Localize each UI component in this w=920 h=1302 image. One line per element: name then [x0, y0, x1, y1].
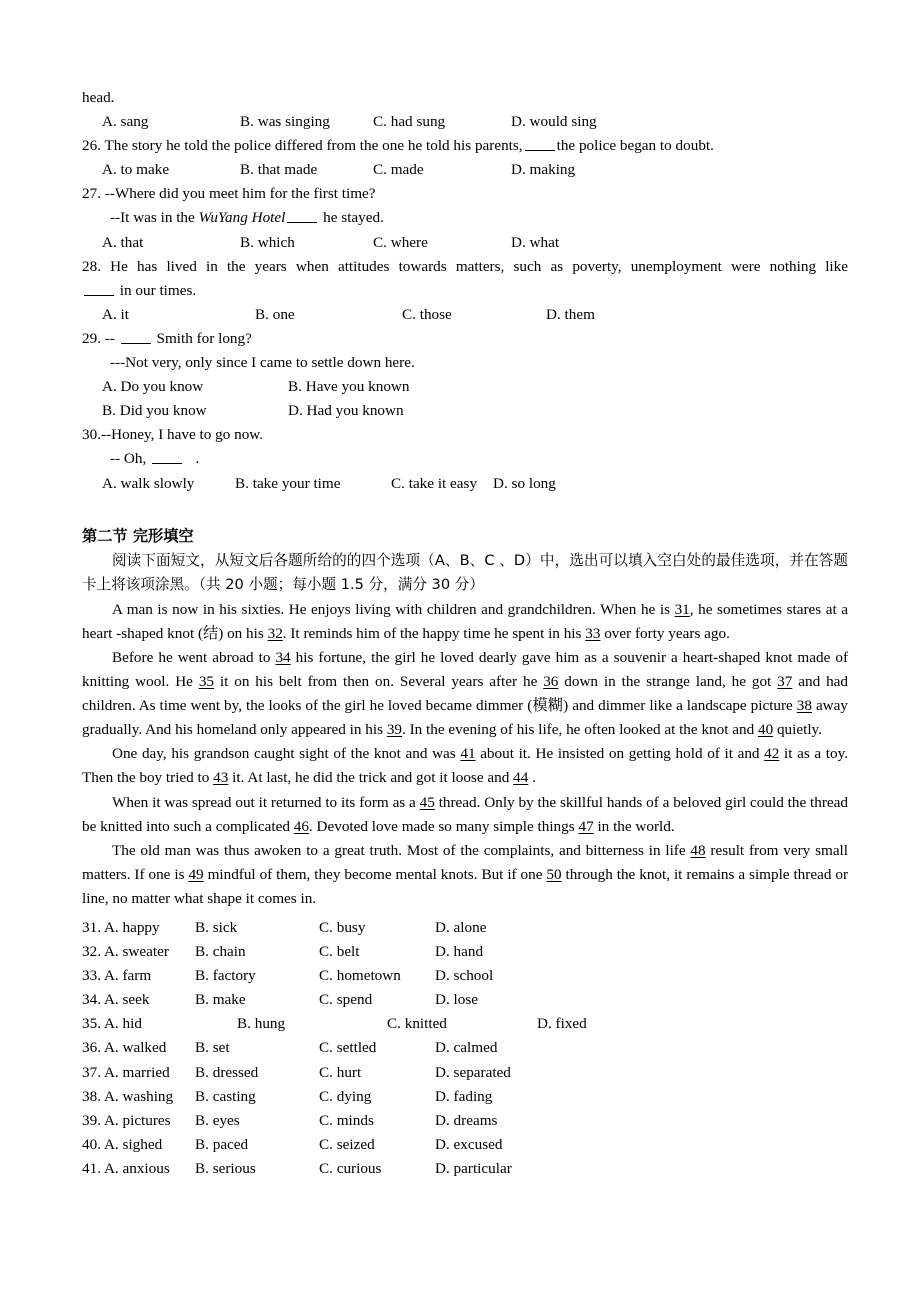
- option-c[interactable]: C. those: [402, 305, 452, 323]
- blank-number: 42: [764, 745, 780, 763]
- passage-paragraph: A man is now in his sixties. He enjoys living with children and grandchildren. When he is 31, he sometimes stares at a heart -shaped knot (结) on his 32. It reminds him of the happy time he spent in his 33 over forty years ago.: [82, 600, 848, 642]
- option-d[interactable]: D. fixed: [537, 1015, 587, 1033]
- section-heading: 第二节 完形填空: [82, 526, 194, 545]
- q27-before: --It was in the: [110, 209, 195, 227]
- blank-number: 39: [386, 721, 402, 739]
- blank-number: 43: [213, 769, 229, 787]
- option-b[interactable]: B. one: [255, 305, 295, 323]
- option-b[interactable]: B. factory: [195, 967, 256, 985]
- blank-number: 36: [543, 673, 559, 691]
- continued-text: head.: [82, 89, 115, 106]
- option-c[interactable]: C. curious: [319, 1159, 382, 1177]
- passage-paragraph: When it was spread out it returned to its form as a 45 thread. Only by the skillful hands of a beloved girl could the thread be knitted into such a complicated 46. Devoted love made so many simple things 47 in the world.: [82, 793, 848, 835]
- passage-paragraph: Before he went abroad to 34 his fortune, the girl he loved dearly gave him as a souvenir a heart-shaped knot made of knitting wool. He 35 it on his belt from then on. Several years after he 36 down in the strange land, he got 37 and had children. As time went by, the looks of the girl he loved became dimmer (模糊) and dimmer like a landscape picture 38 away gradually. And his homeland only appeared in his 39. In the evening of his life, he often looked at the knot and 40 quietly.: [82, 648, 849, 739]
- hotel-name-italic: WuYang Hotel: [198, 209, 286, 227]
- option-a[interactable]: 32. A. sweater: [82, 943, 169, 961]
- blank-number: 46: [293, 817, 309, 835]
- option-b[interactable]: B. take your time: [235, 474, 341, 492]
- option-b[interactable]: B. casting: [195, 1087, 256, 1105]
- table-row: [82, 964, 848, 988]
- q28-stem-line2: [82, 279, 848, 303]
- option-c[interactable]: C. made: [373, 161, 424, 179]
- cloze-passage: [82, 598, 848, 911]
- option-a[interactable]: 39. A. pictures: [82, 1111, 171, 1129]
- question-27-options-row: [82, 231, 848, 255]
- q28-stem-line1: 28. He has lived in the years when attitudes towards matters, such as poverty, unemployment were nothing like: [82, 257, 848, 275]
- option-c[interactable]: C. minds: [319, 1111, 374, 1129]
- option-b[interactable]: B. make: [195, 991, 246, 1009]
- option-c[interactable]: C. knitted: [387, 1015, 447, 1033]
- table-row: [82, 1133, 848, 1157]
- option-b[interactable]: B. Have you known: [288, 378, 410, 396]
- blank-number: 32: [267, 624, 283, 642]
- blank-underline: [287, 222, 317, 223]
- question-29-line1: [82, 327, 848, 351]
- question-29-options-row-2: [82, 399, 848, 423]
- question-28-stem: [82, 255, 848, 303]
- blank-number: 31: [674, 600, 690, 618]
- table-row: [82, 1085, 848, 1109]
- question-27-line2: [82, 206, 848, 230]
- option-c[interactable]: C. where: [373, 233, 428, 251]
- question-25-options-row: [82, 110, 848, 134]
- question-30-line1: 30.--Honey, I have to go now.: [82, 426, 264, 444]
- option-d[interactable]: D. hand: [435, 943, 484, 961]
- option-c[interactable]: C. hometown: [319, 967, 401, 985]
- table-row: [82, 1109, 848, 1133]
- option-d[interactable]: D. separated: [435, 1063, 511, 1081]
- table-row: [82, 1036, 848, 1060]
- blank-number: 40: [757, 721, 774, 739]
- blank-number: 50: [546, 865, 562, 883]
- option-c[interactable]: C. take it easy: [391, 474, 478, 492]
- blank-number: 48: [690, 841, 706, 859]
- option-d[interactable]: D. what: [511, 233, 560, 251]
- option-d[interactable]: D. school: [435, 967, 494, 985]
- option-c[interactable]: C. settled: [319, 1039, 377, 1057]
- option-a[interactable]: 31. A. happy: [82, 919, 160, 936]
- option-a[interactable]: A. it: [102, 305, 130, 323]
- q30-after: .: [195, 450, 200, 468]
- option-a[interactable]: 38. A. washing: [82, 1087, 174, 1105]
- option-d[interactable]: D. would sing: [511, 113, 597, 131]
- option-c[interactable]: C. belt: [319, 943, 360, 961]
- option-d[interactable]: D. so long: [493, 474, 556, 492]
- option-c[interactable]: C. seized: [319, 1135, 375, 1153]
- option-a[interactable]: 37. A. married: [82, 1063, 170, 1081]
- table-row: [82, 988, 848, 1012]
- blank-number: 41: [460, 745, 476, 763]
- option-b[interactable]: B. paced: [195, 1135, 249, 1153]
- cloze-options-table: [82, 916, 848, 1181]
- question-30-line2: [82, 447, 848, 471]
- q29-after: Smith for long?: [156, 329, 252, 347]
- passage-paragraph: One day, his grandson caught sight of the knot and was 41 about it. He insisted on getting hold of it and 42 it as a toy. Then the boy tried to 43 it. At last, he did the trick and got it loose and 44 .: [82, 745, 849, 787]
- option-b-dup[interactable]: B. Did you know: [102, 402, 207, 420]
- question-28-options-row: [82, 303, 848, 327]
- blank-number: 38: [796, 697, 812, 715]
- option-a[interactable]: 41. A. anxious: [82, 1159, 170, 1177]
- option-a[interactable]: 35. A. hid: [82, 1015, 142, 1033]
- blank-number: 49: [188, 865, 204, 883]
- blank-number: 44: [513, 769, 529, 787]
- option-d[interactable]: D. lose: [435, 991, 479, 1009]
- option-a[interactable]: A. Do you know: [102, 378, 204, 396]
- q26-stem-before: 26. The story he told the police differed from the one he told his parents,: [82, 137, 523, 155]
- table-row: [82, 1157, 848, 1181]
- blank-number: 34: [275, 648, 291, 666]
- question-30-options-row: [82, 472, 848, 496]
- option-b[interactable]: B. chain: [195, 943, 246, 961]
- blank-number: 35: [198, 673, 214, 691]
- option-b[interactable]: B. serious: [195, 1159, 256, 1177]
- blank-number: 47: [578, 817, 594, 835]
- blank-number: 45: [419, 793, 435, 811]
- option-c[interactable]: C. hurt: [319, 1063, 362, 1081]
- option-a[interactable]: 33. A. farm: [82, 967, 152, 985]
- option-d[interactable]: D. fading: [435, 1087, 493, 1105]
- question-26-stem: [82, 134, 848, 158]
- table-row: [82, 1061, 848, 1085]
- q26-stem-after: the police began to doubt.: [556, 137, 714, 155]
- table-row: [82, 916, 848, 940]
- q29-before: 29. --: [82, 329, 115, 347]
- option-d[interactable]: D. Had you known: [288, 402, 404, 420]
- option-a[interactable]: A. sang: [102, 113, 149, 131]
- q27-after: he stayed.: [323, 209, 384, 227]
- option-a[interactable]: A. walk slowly: [102, 474, 195, 492]
- section-instruction: 阅读下面短文，从短文后各题所给的的四个选项（A、B、C 、D）中，选出可以填入空白处的最佳选项，并在答题卡上将该项涂黑。（共 20 小题；每小题 1.5 分，满分 30 分）: [82, 551, 848, 594]
- option-b[interactable]: B. eyes: [195, 1111, 240, 1129]
- option-d[interactable]: D. calmed: [435, 1039, 498, 1057]
- blank-number: 33: [585, 624, 601, 642]
- option-d[interactable]: D. making: [511, 161, 576, 179]
- table-row: [82, 1012, 848, 1036]
- option-c[interactable]: C. dying: [319, 1087, 372, 1105]
- option-a[interactable]: A. that: [102, 233, 144, 251]
- blank-underline: [84, 295, 114, 296]
- option-d[interactable]: D. dreams: [435, 1111, 498, 1129]
- q30-before: -- Oh,: [110, 450, 147, 468]
- blank-underline: [525, 150, 555, 151]
- option-a[interactable]: 34. A. seek: [82, 991, 150, 1009]
- table-row: [82, 940, 848, 964]
- question-27-line1: 27. --Where did you meet him for the first time?: [82, 185, 376, 203]
- blank-underline: [152, 463, 182, 464]
- blank-number: 37: [777, 673, 793, 691]
- option-b[interactable]: B. that made: [240, 161, 318, 179]
- question-29-options-row-1: [82, 375, 848, 399]
- option-d[interactable]: D. alone: [435, 919, 487, 936]
- option-b[interactable]: B. which: [240, 233, 295, 251]
- option-c[interactable]: C. spend: [319, 991, 373, 1009]
- question-29-line2: ---Not very, only since I came to settle down here.: [110, 354, 415, 372]
- option-c[interactable]: C. had sung: [373, 113, 446, 131]
- option-a[interactable]: A. to make: [102, 161, 170, 179]
- option-d[interactable]: D. particular: [435, 1159, 512, 1177]
- option-a[interactable]: 36. A. walked: [82, 1039, 167, 1057]
- option-b[interactable]: B. set: [195, 1039, 230, 1057]
- option-b[interactable]: B. dressed: [195, 1063, 259, 1081]
- blank-underline: [121, 343, 151, 344]
- option-a[interactable]: 40. A. sighed: [82, 1135, 163, 1153]
- option-d[interactable]: D. excused: [435, 1135, 503, 1153]
- option-b[interactable]: B. sick: [195, 919, 238, 936]
- q28-after: in our times.: [119, 281, 197, 299]
- option-b[interactable]: B. was singing: [240, 113, 330, 131]
- option-c[interactable]: C. busy: [319, 919, 366, 936]
- option-b[interactable]: B. hung: [237, 1015, 286, 1033]
- question-26-options-row: [82, 158, 848, 182]
- passage-paragraph: The old man was thus awoken to a great truth. Most of the complaints, and bitterness in life 48 result from very small matters. If one is 49 mindful of them, they become mental knots. But if one 50 through the knot, it remains a simple thread or line, no matter what shape it comes in.: [82, 841, 849, 907]
- option-d[interactable]: D. them: [546, 305, 595, 323]
